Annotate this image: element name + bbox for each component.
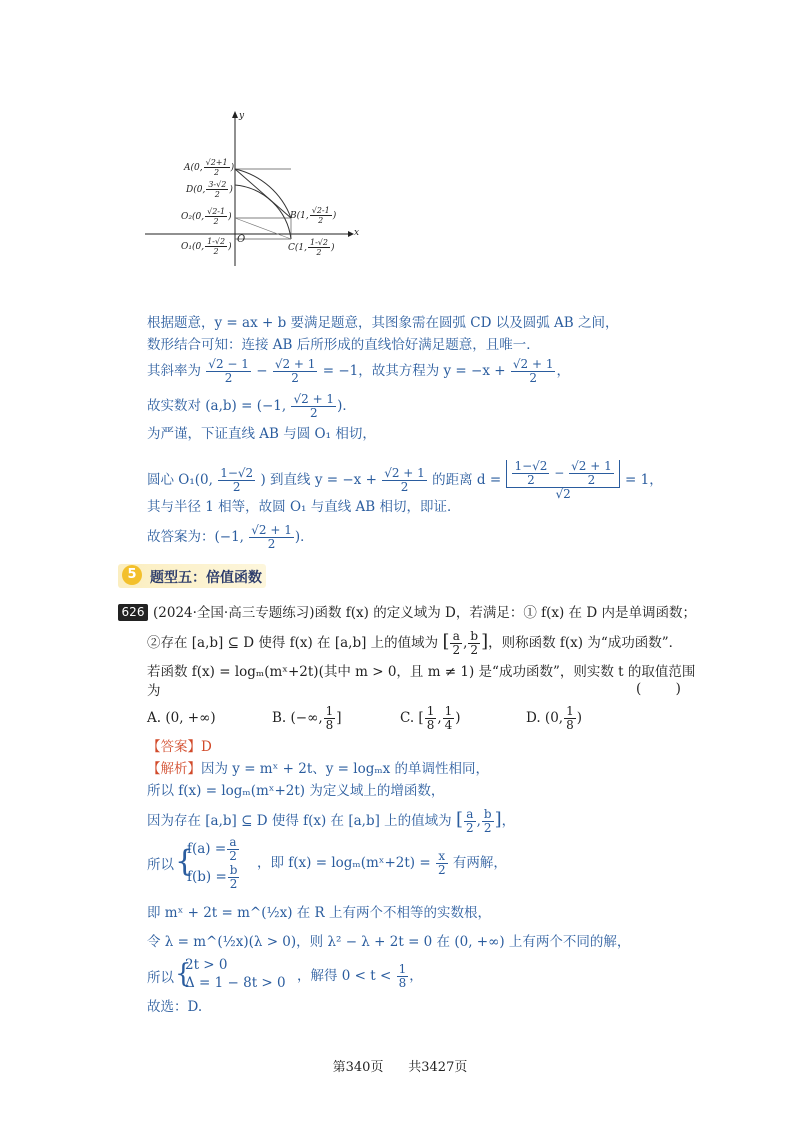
analysis-line-2: 所以 f(x) = logₘ(mˣ+2t) 为定义域上的增函数， [147, 783, 445, 799]
question-number: 626 [118, 604, 148, 621]
answer-tag: 【答案】 [147, 739, 201, 755]
answer-line [147, 737, 212, 757]
section-title: 题型五：倍值函数 [150, 570, 262, 586]
solution-line-1: 根据题意，y = ax + b 要满足题意，其图象需在圆弧 CD 以及圆弧 AB 之间， [147, 315, 619, 331]
analysis-line-1: 【解析】因为 y = mˣ + 2t、y = logₘx 的单调性相同， [147, 761, 490, 777]
label-point-d: D(0, $\frac{3-√2}{2}$ ) [186, 180, 233, 199]
page-footer [0, 1056, 800, 1075]
label-point-c: C(1, $\frac{1-√2}{2}$ ) [288, 238, 335, 257]
solution-line-4: 故实数对 (a,b) = (−1, $\frac{√2 + 1}{2}$ )． [147, 392, 356, 420]
page-total: 共3427页 [408, 1060, 468, 1075]
analysis-line-7: 所以 { 2t > 0 Δ = 1 − 8t > 0 ，解得 0 < t < $\frac{1}{8}$ ， [147, 957, 423, 991]
option-c: C. [ $\frac{1}{8}$ , $\frac{1}{4}$ ) [400, 704, 461, 732]
distance-fraction: $\frac{1-√2}{2}$ − $\frac{√2 + 1}{2}$ √2 [506, 460, 619, 501]
solution-line-7: 其与半径 1 相等，故圆 O₁ 与直线 AB 相切，即证． [147, 499, 461, 515]
axis-label-y: y [239, 111, 245, 121]
coordinate-figure [140, 108, 370, 268]
question-line-2: ②存在 [a,b] ⊆ D 使得 f(x) 在 [a,b] 上的值域为 [ $\frac{a}{2}$ , $\frac{b}{2}$ ]，则称函数 f(x) 为“成功函数”． [147, 629, 683, 657]
question-line-1: (2024·全国·高三专题练习)函数 f(x) 的定义域为 D，若满足：① f(x) 在 D 内是单调函数； [153, 605, 696, 621]
solution-line-5: 为严谨，下证直线 AB 与圆 O₁ 相切， [147, 426, 376, 442]
page-number: 第340页 [332, 1060, 384, 1075]
origin-label: O [237, 234, 246, 245]
label-point-o2: O₂(0, $\frac{√2-1}{2}$ ) [181, 207, 232, 226]
label-point-a: A(0, $\frac{√2+1}{2}$ ) [184, 158, 235, 177]
analysis-line-3: 因为存在 [a,b] ⊆ D 使得 f(x) 在 [a,b] 上的值域为 [ $\frac{a}{2}$ , $\frac{b}{2}$ ]， [147, 807, 516, 835]
answer-value: D [201, 739, 212, 755]
analysis-tag: 【解析】 [147, 761, 201, 777]
solution-line-2: 数形结合可知：连接 AB 后所形成的直线恰好满足题意，且唯一． [147, 337, 540, 353]
analysis-line-8: 故选：D. [147, 999, 203, 1015]
question-line-3: 若函数 f(x) = logₘ(mˣ+2t)(其中 m > 0，且 m ≠ 1) 是“成功函数”，则实数 t 的取值范围 [147, 664, 696, 680]
option-b: B. (−∞, $\frac{1}{8}$ ] [272, 704, 342, 732]
analysis-line-4: 所以 { f(a) = $\frac{a}{2}$ f(b) = $\frac{b}{2}$ ，即 f(x) = logₘ(mˣ+2t) = $\frac{x}{2}$ 有两解， [147, 835, 507, 891]
analysis-line-6: 令 λ = m^(½x)(λ > 0)，则 λ² − λ + 2t = 0 在 (0, +∞) 上有两个不同的解， [147, 934, 631, 950]
label-point-b: B(1, $\frac{√2-1}{2}$ ) [290, 206, 337, 225]
question-line-4: 为 [147, 683, 161, 699]
option-a: A. (0, +∞) [147, 710, 216, 726]
option-d: D. (0, $\frac{1}{8}$ ) [526, 704, 582, 732]
solution-line-3: 其斜率为 $\frac{√2 - 1}{2}$ − $\frac{√2 + 1}{2}$ = −1，故其方程为 y = −x + $\frac{√2 + 1}{2}$ ， [147, 357, 570, 385]
section-number-badge: 5 [122, 565, 142, 585]
y-axis-arrow [232, 111, 238, 118]
chord-ab [235, 169, 291, 218]
label-point-o1: O₁(0, $\frac{1-√2}{2}$ ) [181, 237, 232, 256]
axis-label-x: x [354, 228, 360, 238]
solution-line-6: 圆心 O₁(0, $\frac{1-√2}{2}$ ) 到直线 y = −x + $\frac{√2 + 1}{2}$ 的距离 d = $\frac{1-√2}{2}$ − $\frac{√2 + 1}{2}$ √2 = 1， [147, 459, 663, 501]
analysis-line-5: 即 mˣ + 2t = m^(½x) 在 R 上有两个不相等的实数根， [147, 905, 491, 921]
solution-line-8: 故答案为：(−1, $\frac{√2 + 1}{2}$ )． [147, 523, 314, 551]
answer-blank: ( ) [636, 681, 681, 697]
